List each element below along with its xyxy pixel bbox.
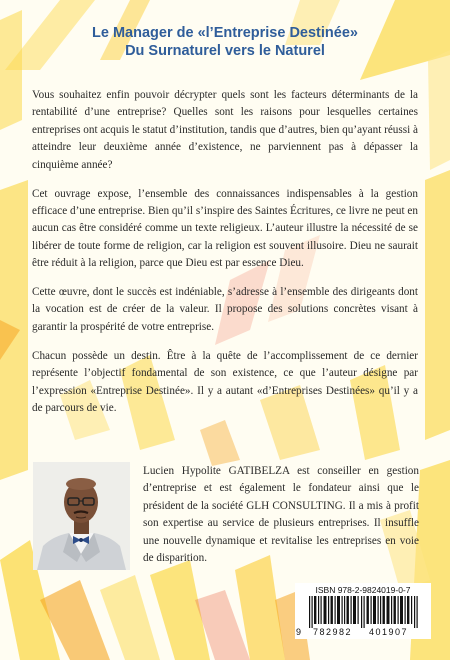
paragraph: Chacun possède un destin. Être à la quête de l’accomplissement de ce dernier représente l’objectif fondamental de son existence, ce que l’auteur désigne par l’expression «Entreprise Destinée». Il y a autant «d’Entreprises Destinées» qu’il y a de parcours de vie. — [32, 349, 418, 414]
paragraph: Vous souhaitez enfin pouvoir décrypter quels sont les facteurs déterminants de la rentabilité d’une entreprise? Quelles sont les raisons pour lesquelles certaines entreprises ont acquis le statut d’institution, tandis que d’autres, bien qu’ayant réussi à atteindre leur deuxième année d’existence, ne parviennent pas à dépasser la cinquième année? — [32, 89, 418, 171]
isbn-barcode — [295, 583, 431, 639]
author-bio: Lucien Hypolite GATIBELZA est conseiller en gestion d’entreprise et est également le fondateur ainsi que le président de la société GLH CONSULTING. Il a mis à profit son expertise au service de plusieurs entreprises. Il insuffle une nouvelle dynamique et revitalise les entreprises en voie de disparition. — [143, 465, 419, 565]
paragraph: Cet ouvrage expose, l’ensemble des connaissances indispensables à la gestion efficace d’une entreprise. Bien qu’il s’inspire des Saintes Écritures, ce livre ne peut en aucun cas être considéré comme un texte religieux. L’auteur illustre la nécessité de se libérer de toute forme de religion, car la religion est souvent illusoire. Dieu ne saurait être réduit à la religion, parce que Dieu est par essence Dieu. — [32, 187, 418, 270]
barcode-digits — [295, 627, 431, 639]
title-line-2: Du Surnaturel vers le Naturel — [125, 43, 325, 59]
author-photo — [33, 462, 130, 570]
book-title — [0, 24, 450, 60]
barcode-digits-left: 782982 — [313, 627, 353, 637]
paragraph: Cette œuvre, dont le succès est indéniable, s’adresse à l’ensemble des dirigeants dont la vocation est de créer de la valeur. Il propose des solutions concrètes visant à garantir la prospérité de votre entreprise. — [32, 286, 418, 333]
barcode-digit-prefix: 9 — [296, 627, 302, 637]
isbn-label: ISBN 978-2-9824019-0-7 — [315, 585, 411, 595]
barcode-digits-right: 401907 — [369, 627, 409, 637]
barcode-icon — [301, 596, 425, 628]
back-cover-text — [32, 87, 418, 429]
title-line-1: Le Manager de «l’Entreprise Destinée» — [92, 25, 358, 41]
